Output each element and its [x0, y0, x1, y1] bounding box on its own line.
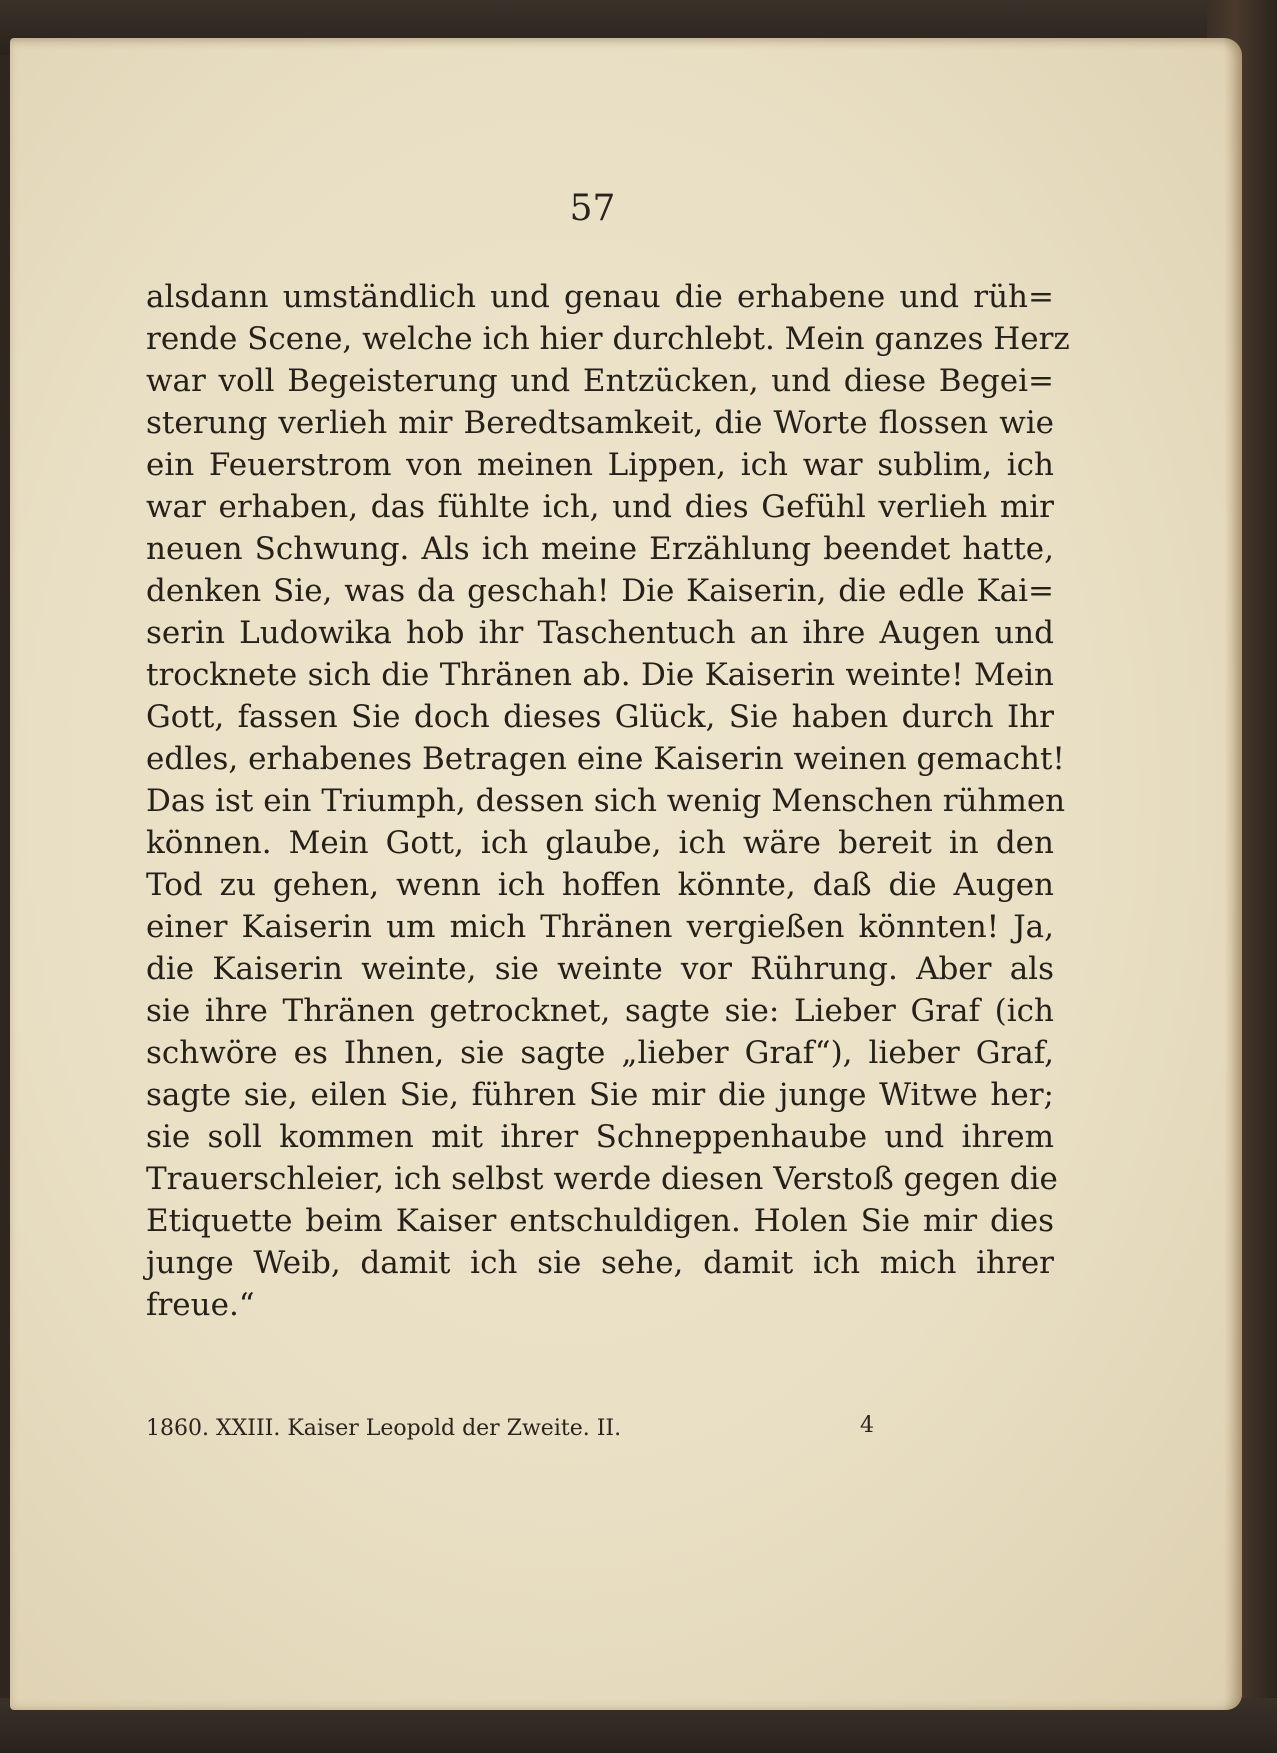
text-line: Das ist ein Triumph, dessen sich wenig Menschen rühmen — [146, 783, 1066, 819]
text-line: freue.“ — [146, 1287, 255, 1323]
text-line: war voll Begeisterung und Entzücken, und diese Begei= — [146, 363, 1054, 399]
text-line: die Kaiserin weinte, sie weinte vor Rührung. Aber als — [146, 951, 1054, 987]
text-line: trocknete sich die Thränen ab. Die Kaiserin weinte! Mein — [146, 657, 1054, 693]
text-line: schwöre es Ihnen, sie sagte „lieber Graf“), lieber Graf, — [146, 1035, 1054, 1071]
text-line: neuen Schwung. Als ich meine Erzählung beendet hatte, — [146, 531, 1054, 567]
text-line: sie soll kommen mit ihrer Schneppenhaube und ihrem — [146, 1119, 1054, 1155]
text-line: können. Mein Gott, ich glaube, ich wäre bereit in den — [146, 825, 1054, 861]
text-line: denken Sie, was da geschah! Die Kaiserin, die edle Kai= — [146, 573, 1054, 609]
body-text — [146, 276, 1070, 1326]
printer-signature: 1860. XXIII. Kaiser Leopold der Zweite. II. — [146, 1416, 622, 1441]
paper-page — [10, 38, 1242, 1710]
text-line: war erhaben, das fühlte ich, und dies Gefühl verlieh mir — [146, 489, 1054, 525]
text-line: Etiquette beim Kaiser entschuldigen. Holen Sie mir dies — [146, 1203, 1054, 1239]
text-line: ein Feuerstrom von meinen Lippen, ich war sublim, ich — [146, 447, 1054, 483]
text-line: Tod zu gehen, wenn ich hoffen könnte, daß die Augen — [146, 867, 1054, 903]
text-line: rende Scene, welche ich hier durchlebt. Mein ganzes Herz — [146, 321, 1070, 357]
text-line: einer Kaiserin um mich Thränen vergießen könnten! Ja, — [146, 909, 1054, 945]
text-line: alsdann umständlich und genau die erhabene und rüh= — [146, 279, 1054, 315]
sheet-number: 4 — [860, 1413, 874, 1438]
text-line: sagte sie, eilen Sie, führen Sie mir die junge Witwe her; — [146, 1077, 1054, 1113]
text-line: junge Weib, damit ich sie sehe, damit ich mich ihrer — [146, 1245, 1054, 1281]
text-line: serin Ludowika hob ihr Taschentuch an ihre Augen und — [146, 615, 1054, 651]
text-line: sterung verlieh mir Beredtsamkeit, die Worte flossen wie — [146, 405, 1054, 441]
page-edge-shadow — [1224, 38, 1242, 1710]
text-line: Gott, fassen Sie doch dieses Glück, Sie haben durch Ihr — [146, 699, 1054, 735]
text-line: edles, erhabenes Betragen eine Kaiserin weinen gemacht! — [146, 741, 1065, 777]
text-line: sie ihre Thränen getrocknet, sagte sie: Lieber Graf (ich — [146, 993, 1054, 1029]
page-number: 57 — [569, 188, 616, 229]
text-line: Trauerschleier, ich selbst werde diesen Verstoß gegen die — [146, 1161, 1058, 1197]
